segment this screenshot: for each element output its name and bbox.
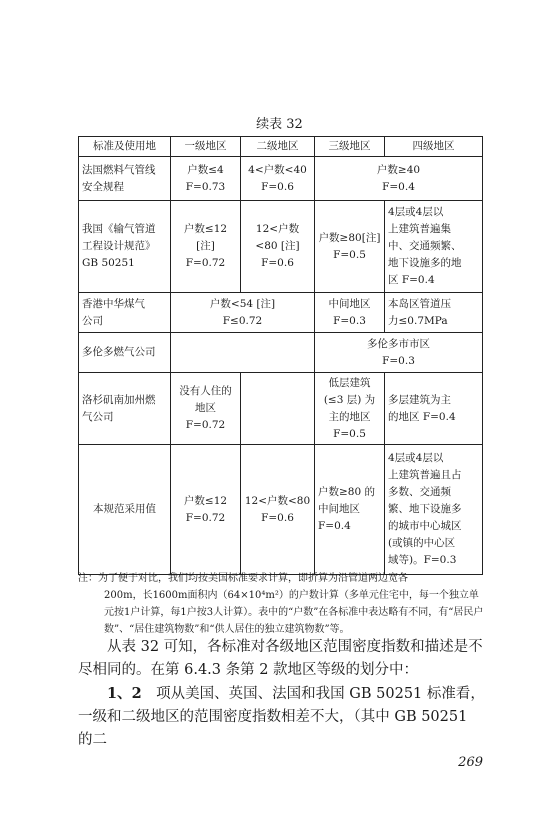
table-cell: 户数≤12 [注] F=0.72 (171, 201, 241, 293)
table-row-france (79, 157, 483, 201)
table-cell: 多层建筑为主 的地区 F=0.4 (385, 373, 483, 445)
table-row-hongkong (79, 293, 483, 333)
table-cell: 12<户数 <80 [注] F=0.6 (241, 201, 315, 293)
header-cell: 四级地区 (385, 137, 483, 157)
item-number: 1、2 (107, 685, 142, 702)
table-cell: 户数<54 [注] F≤0.72 (171, 293, 315, 333)
body-paragraph (78, 682, 486, 752)
row-name: 本规范采用值 (79, 445, 171, 575)
row-name: 法国燃料气管线 安全规程 (79, 157, 171, 201)
header-cell: 一级地区 (171, 137, 241, 157)
note-body: 200m，长1600m面积内（64×10⁴m²）的户数计算（多单元住宅中，每一个独立单元按1户计算，每1户按3人计算）。表中的“户数”在各标准中表达略有不同，有“居民户数”、“居住建筑物数”和“供人居住的独立建筑物数”等。 (104, 590, 484, 635)
paragraph-text: 项从美国、英国、法国和我国 GB 50251 标准看，一级和二级地区的范围密度指数相差不大，（其中 GB 50251 的二 (78, 686, 485, 748)
body-paragraph: 从表 32 可知，各标准对各级地区范围密度指数和描述是不尽相同的。在第 6.4.3 条第 2 款地区等级的划分中： (78, 639, 483, 678)
table-cell: 12<户数<80 F=0.6 (241, 445, 315, 575)
table-cell: 本岛区管道压 力≤0.7MPa (385, 293, 483, 333)
table-header-row (79, 137, 483, 157)
table-caption: 续表 32 (256, 117, 303, 132)
table-cell: 户数≥80[注] F=0.5 (315, 201, 385, 293)
table-cell: 没有人住的 地区 F=0.72 (171, 373, 241, 445)
table-note (78, 570, 484, 638)
table-cell: 4<户数<40 F=0.6 (241, 157, 315, 201)
table-cell: 户数≥80 的 中间地区 F=0.4 (315, 445, 385, 575)
table-row-toronto (79, 333, 483, 373)
table-cell: 低层建筑 (≤3 层) 为 主的地区 F=0.5 (315, 373, 385, 445)
row-name: 多伦多燃气公司 (79, 333, 171, 373)
header-cell: 标准及使用地 (79, 137, 171, 157)
table-cell: 多伦多市市区 F=0.3 (315, 333, 483, 373)
table-row-china (79, 201, 483, 293)
table-cell-empty (241, 373, 315, 445)
header-cell: 三级地区 (315, 137, 385, 157)
standards-comparison-table (78, 136, 483, 575)
table-cell-empty (171, 333, 315, 373)
row-name: 洛杉矶南加州燃 气公司 (79, 373, 171, 445)
table-cell: 中间地区 F=0.3 (315, 293, 385, 333)
table-row-this-code (79, 445, 483, 575)
note-first-line: 注：为了便于对比，我们均按美国标准要求计算，即折算为沿管道两边宽各 (78, 573, 408, 584)
row-name: 香港中华煤气 公司 (79, 293, 171, 333)
header-cell: 二级地区 (241, 137, 315, 157)
table-cell: 户数≤12 F=0.72 (171, 445, 241, 575)
table-cell: 4层或4层以 上建筑普遍且占 多数、交通频 繁、地下设施多 的城市中心城区 (或镇的中心区 域等)。F=0.3 (385, 445, 483, 575)
page-number: 269 (458, 755, 483, 770)
table-row-losangeles (79, 373, 483, 445)
table-cell: 户数≤4 F=0.73 (171, 157, 241, 201)
table-cell: 4层或4层以 上建筑普遍集 中、交通频繁、 地下设施多的地 区 F=0.4 (385, 201, 483, 293)
table-cell: 户数≥40 F=0.4 (315, 157, 483, 201)
row-name: 我国《输气管道 工程设计规范》 GB 50251 (79, 201, 171, 293)
